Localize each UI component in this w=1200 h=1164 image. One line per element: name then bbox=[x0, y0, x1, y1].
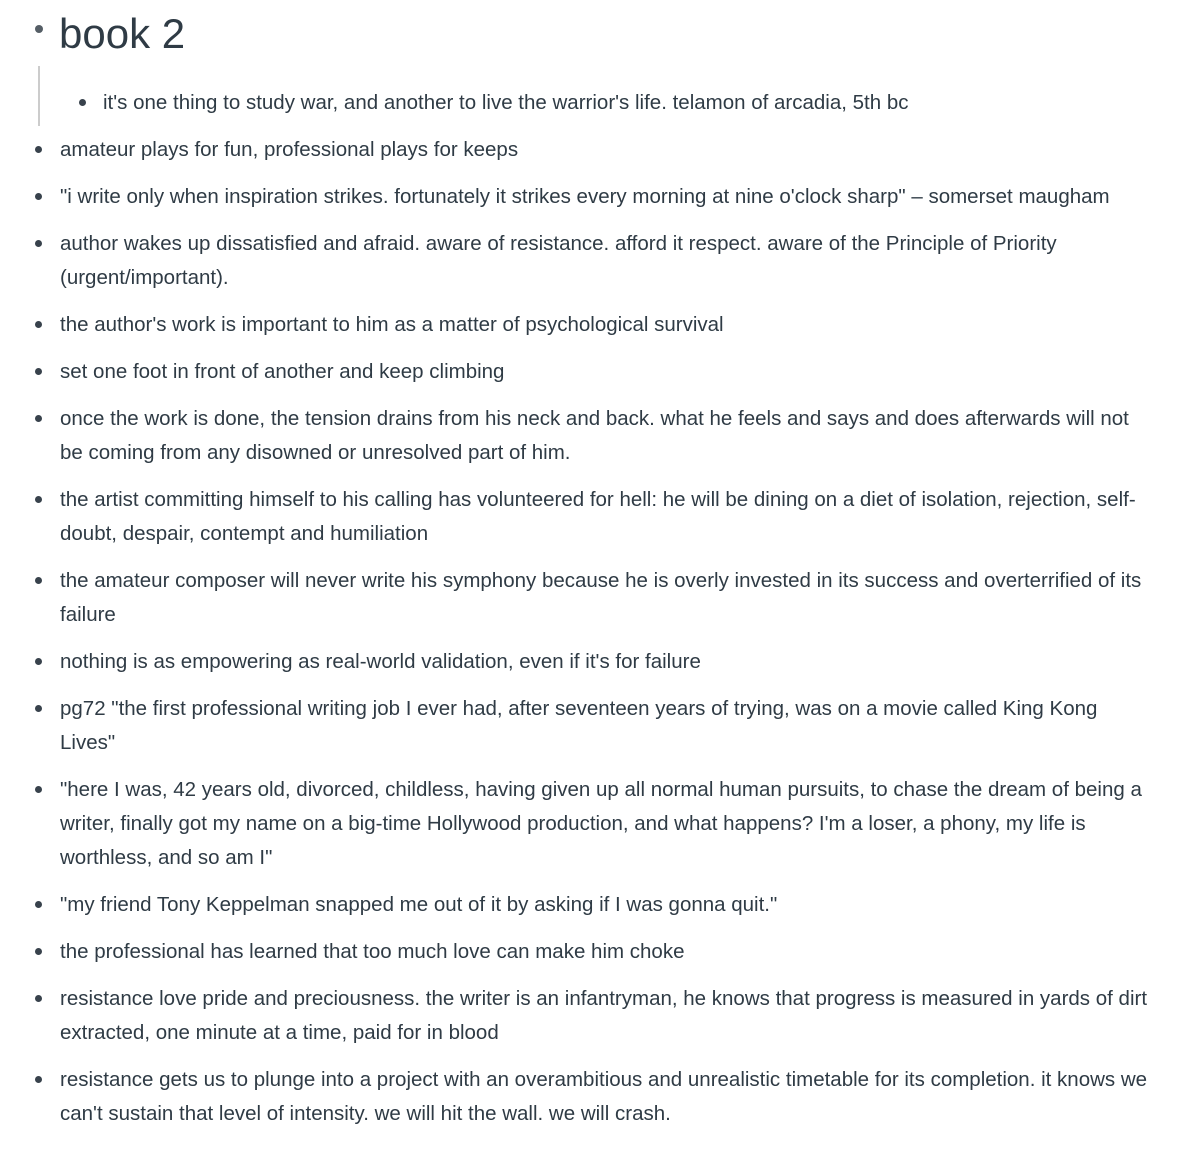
list-item[interactable] bbox=[0, 86, 1172, 120]
bullet-icon[interactable] bbox=[35, 705, 42, 712]
list-item[interactable] bbox=[0, 935, 1172, 969]
list-item[interactable] bbox=[0, 773, 1172, 875]
list-item[interactable] bbox=[0, 888, 1172, 922]
list-item[interactable] bbox=[0, 227, 1172, 295]
bullet-icon[interactable] bbox=[35, 995, 42, 1002]
bullet-icon[interactable] bbox=[35, 948, 42, 955]
bullet-icon[interactable] bbox=[35, 577, 42, 584]
bullet-icon[interactable] bbox=[35, 193, 42, 200]
bullet-icon[interactable] bbox=[35, 415, 42, 422]
list-item[interactable] bbox=[0, 355, 1172, 389]
list-item[interactable] bbox=[0, 483, 1172, 551]
bullet-icon[interactable] bbox=[35, 658, 42, 665]
list-item-text[interactable]: the artist committing himself to his calling has volunteered for hell: he will be dining on a diet of isolation, rejection, self-doubt, despair, contempt and humiliation bbox=[60, 488, 1136, 545]
bullet-icon[interactable] bbox=[35, 786, 42, 793]
bullet-icon[interactable] bbox=[35, 901, 42, 908]
list-item-text[interactable]: "i write only when inspiration strikes. fortunately it strikes every morning at nine o'clock sharp" – somerset maugham bbox=[60, 185, 1110, 208]
list-item[interactable] bbox=[0, 564, 1172, 632]
list-item[interactable] bbox=[0, 180, 1172, 214]
list-item-text[interactable]: the author's work is important to him as a matter of psychological survival bbox=[60, 313, 724, 336]
list-item-text[interactable]: set one foot in front of another and keep climbing bbox=[60, 360, 505, 383]
list-item-text[interactable]: once the work is done, the tension drains from his neck and back. what he feels and says and does afterwards will not be coming from any disowned or unresolved part of him. bbox=[60, 407, 1129, 464]
heading-row bbox=[0, 6, 1172, 62]
bullet-icon[interactable] bbox=[35, 321, 42, 328]
list-item[interactable] bbox=[0, 1063, 1172, 1131]
list-item-text[interactable]: "my friend Tony Keppelman snapped me out of it by asking if I was gonna quit." bbox=[60, 893, 778, 916]
page-title[interactable]: book 2 bbox=[59, 10, 186, 57]
list-item-text[interactable]: resistance gets us to plunge into a project with an overambitious and unrealistic timetable for its completion. it knows we can't sustain that level of intensity. we will hit the wall. we will crash. bbox=[60, 1068, 1148, 1125]
list-item-text[interactable]: amateur plays for fun, professional plays for keeps bbox=[60, 138, 519, 161]
list-item-text[interactable]: pg72 "the first professional writing job I ever had, after seventeen years of trying, was on a movie called King Kong Lives" bbox=[60, 697, 1098, 754]
bullet-icon[interactable] bbox=[35, 496, 42, 503]
bullet-icon[interactable] bbox=[35, 368, 42, 375]
bullet-icon[interactable] bbox=[35, 1076, 42, 1083]
outline-list bbox=[0, 86, 1172, 1131]
list-item-text[interactable]: resistance love pride and preciousness. the writer is an infantryman, he knows that progress is measured in yards of dirt extracted, one minute at a time, paid for in blood bbox=[60, 987, 1148, 1044]
bullet-icon[interactable] bbox=[35, 146, 42, 153]
list-item[interactable] bbox=[0, 308, 1172, 342]
list-item-text[interactable]: the professional has learned that too much love can make him choke bbox=[60, 940, 685, 963]
bullet-icon[interactable] bbox=[35, 240, 42, 247]
list-item-text[interactable]: it's one thing to study war, and another to live the warrior's life. telamon of arcadia, 5th bc bbox=[103, 91, 909, 114]
list-item-text[interactable]: the amateur composer will never write his symphony because he is overly invested in its success and overterrified of its failure bbox=[60, 569, 1142, 626]
list-item[interactable] bbox=[0, 402, 1172, 470]
list-item[interactable] bbox=[0, 645, 1172, 679]
heading-bullet-icon[interactable] bbox=[35, 25, 43, 33]
bullet-icon[interactable] bbox=[79, 99, 86, 106]
list-item[interactable] bbox=[0, 982, 1172, 1050]
list-item[interactable] bbox=[0, 692, 1172, 760]
list-item-text[interactable]: nothing is as empowering as real-world validation, even if it's for failure bbox=[60, 650, 701, 673]
list-item-text[interactable]: "here I was, 42 years old, divorced, childless, having given up all normal human pursuits, to chase the dream of being a writer, finally got my name on a big-time Hollywood production, and what happens? I'm a loser, a phony, my life is worthless, and so am I" bbox=[60, 778, 1142, 869]
list-item[interactable] bbox=[0, 133, 1172, 167]
list-item-text[interactable]: author wakes up dissatisfied and afraid. aware of resistance. afford it respect. aware of the Principle of Priority (urgent/important). bbox=[60, 232, 1057, 289]
